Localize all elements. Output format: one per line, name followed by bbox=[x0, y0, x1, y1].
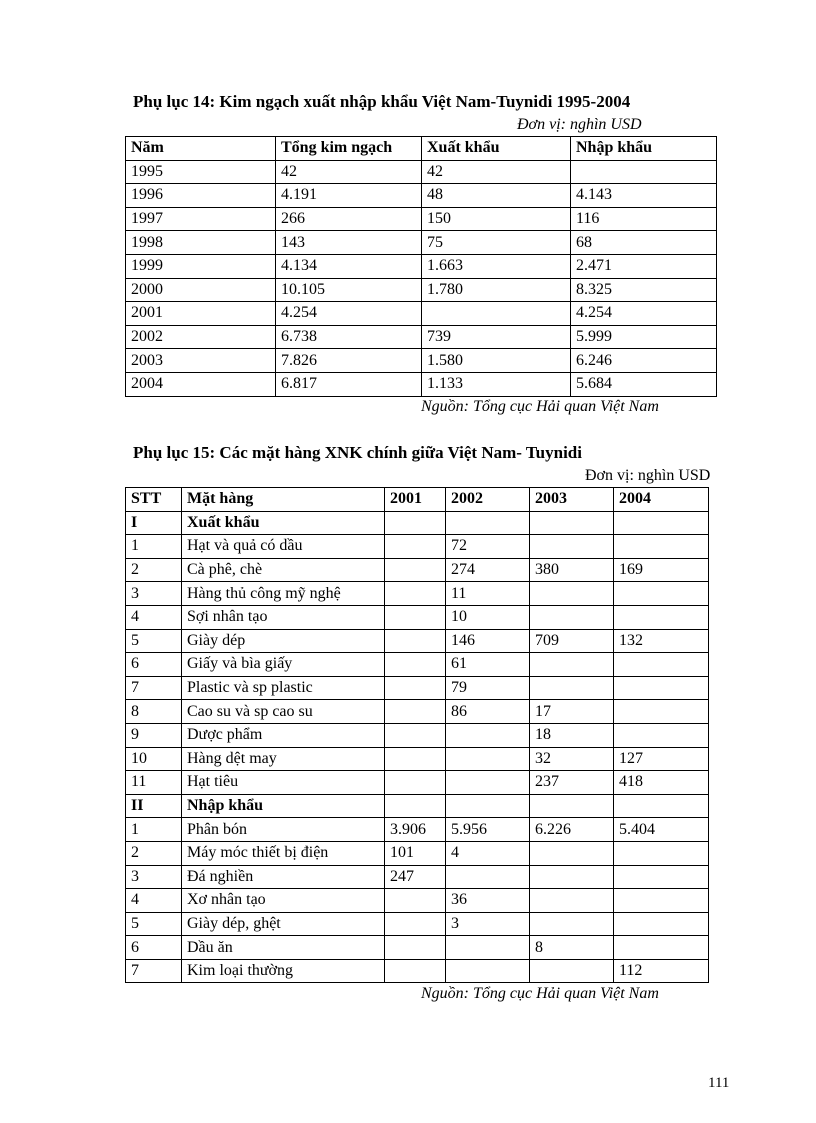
header-cell: Nhập khẩu bbox=[571, 137, 717, 161]
table-cell: 8 bbox=[530, 936, 614, 960]
table-cell: 247 bbox=[385, 865, 446, 889]
table-cell: 2002 bbox=[126, 325, 276, 349]
table-row bbox=[126, 653, 709, 677]
table-cell: 11 bbox=[446, 582, 530, 606]
table-cell: Dầu ăn bbox=[182, 936, 385, 960]
table-cell: 2003 bbox=[126, 349, 276, 373]
table-cell: 4 bbox=[126, 889, 182, 913]
table-cell: 8.325 bbox=[571, 278, 717, 302]
table-row bbox=[126, 558, 709, 582]
table-cell: Giày dép, ghệt bbox=[182, 912, 385, 936]
table-cell: Hạt tiêu bbox=[182, 771, 385, 795]
table-cell bbox=[530, 889, 614, 913]
table-cell bbox=[422, 302, 571, 326]
table-cell bbox=[446, 794, 530, 818]
table-cell: 1996 bbox=[126, 184, 276, 208]
table-cell: 4.191 bbox=[276, 184, 422, 208]
table-cell: 4 bbox=[446, 841, 530, 865]
table-cell: 6.738 bbox=[276, 325, 422, 349]
table-cell: 75 bbox=[422, 231, 571, 255]
table-cell bbox=[530, 511, 614, 535]
table-cell: 7 bbox=[126, 959, 182, 983]
table-row bbox=[126, 582, 709, 606]
table-cell: Hàng thủ công mỹ nghệ bbox=[182, 582, 385, 606]
table-cell: 1.780 bbox=[422, 278, 571, 302]
table-row bbox=[126, 723, 709, 747]
table-cell: 169 bbox=[614, 558, 709, 582]
table-row bbox=[126, 771, 709, 795]
table-row bbox=[126, 841, 709, 865]
table-cell bbox=[530, 582, 614, 606]
table-cell: 150 bbox=[422, 207, 571, 231]
table-row bbox=[126, 231, 717, 255]
table-row bbox=[126, 629, 709, 653]
table-cell: Cao su và sp cao su bbox=[182, 700, 385, 724]
table-cell: 2 bbox=[126, 841, 182, 865]
table-cell bbox=[446, 511, 530, 535]
table-cell: 5 bbox=[126, 629, 182, 653]
table-cell bbox=[385, 936, 446, 960]
table-cell bbox=[614, 582, 709, 606]
table-cell: 2 bbox=[126, 558, 182, 582]
table-cell: 1997 bbox=[126, 207, 276, 231]
table-row bbox=[126, 912, 709, 936]
header-cell: 2003 bbox=[530, 488, 614, 512]
table14-source: Nguồn: Tổng cục Hải quan Việt Nam bbox=[421, 398, 659, 415]
table-cell: I bbox=[126, 511, 182, 535]
table-cell bbox=[530, 535, 614, 559]
header-cell: STT bbox=[126, 488, 182, 512]
table-cell bbox=[614, 723, 709, 747]
table-cell: 237 bbox=[530, 771, 614, 795]
table-cell: 36 bbox=[446, 889, 530, 913]
table-cell bbox=[446, 865, 530, 889]
table-cell: 132 bbox=[614, 629, 709, 653]
table-cell bbox=[385, 653, 446, 677]
table-header-row bbox=[126, 137, 717, 161]
table-cell: 42 bbox=[422, 160, 571, 184]
table-row bbox=[126, 254, 717, 278]
table-cell: 1 bbox=[126, 535, 182, 559]
table-cell bbox=[385, 794, 446, 818]
table-cell: Nhập khẩu bbox=[182, 794, 385, 818]
table14-unit: Đơn vị: nghìn USD bbox=[517, 116, 642, 133]
table-cell: 4.254 bbox=[571, 302, 717, 326]
table-cell bbox=[385, 605, 446, 629]
table-cell: Giày dép bbox=[182, 629, 385, 653]
table-cell: 5.956 bbox=[446, 818, 530, 842]
table-cell: 1995 bbox=[126, 160, 276, 184]
table-cell bbox=[614, 653, 709, 677]
table-row bbox=[126, 184, 717, 208]
table-cell: 116 bbox=[571, 207, 717, 231]
table-cell: 79 bbox=[446, 676, 530, 700]
table-cell: 61 bbox=[446, 653, 530, 677]
table-cell: 42 bbox=[276, 160, 422, 184]
table-cell bbox=[530, 841, 614, 865]
table-row bbox=[126, 535, 709, 559]
table-row bbox=[126, 511, 709, 535]
table-row bbox=[126, 889, 709, 913]
table-cell: 143 bbox=[276, 231, 422, 255]
table-cell: 7.826 bbox=[276, 349, 422, 373]
table-row bbox=[126, 865, 709, 889]
table-header-row bbox=[126, 488, 709, 512]
table-cell bbox=[530, 653, 614, 677]
table-cell bbox=[385, 558, 446, 582]
table-cell: 1.133 bbox=[422, 372, 571, 396]
table-cell bbox=[614, 889, 709, 913]
table-cell bbox=[614, 511, 709, 535]
table-cell: 6.226 bbox=[530, 818, 614, 842]
table-cell bbox=[530, 959, 614, 983]
table-cell: Xơ nhân tạo bbox=[182, 889, 385, 913]
table-cell: 32 bbox=[530, 747, 614, 771]
table-cell: 17 bbox=[530, 700, 614, 724]
table15-source: Nguồn: Tổng cục Hải quan Việt Nam bbox=[421, 985, 659, 1002]
table-cell bbox=[614, 794, 709, 818]
table-cell: 2.471 bbox=[571, 254, 717, 278]
table-cell: Hạt và quả có dầu bbox=[182, 535, 385, 559]
table-cell bbox=[385, 676, 446, 700]
table-cell bbox=[614, 535, 709, 559]
table-row bbox=[126, 207, 717, 231]
table-cell bbox=[530, 794, 614, 818]
table-cell bbox=[385, 582, 446, 606]
table14-body bbox=[126, 160, 717, 396]
table-cell bbox=[385, 700, 446, 724]
table-cell: 5 bbox=[126, 912, 182, 936]
table-cell: Máy móc thiết bị điện bbox=[182, 841, 385, 865]
table-cell: Xuất khẩu bbox=[182, 511, 385, 535]
table-cell: Plastic và sp plastic bbox=[182, 676, 385, 700]
table-cell bbox=[385, 959, 446, 983]
table-cell: II bbox=[126, 794, 182, 818]
table-cell: 8 bbox=[126, 700, 182, 724]
table-cell: 1.663 bbox=[422, 254, 571, 278]
table-cell bbox=[530, 912, 614, 936]
table-cell bbox=[446, 747, 530, 771]
table-cell: 6.246 bbox=[571, 349, 717, 373]
table-cell bbox=[614, 865, 709, 889]
table-cell bbox=[614, 936, 709, 960]
table-cell bbox=[385, 912, 446, 936]
table-cell: 3 bbox=[446, 912, 530, 936]
table-cell: 11 bbox=[126, 771, 182, 795]
table-row bbox=[126, 818, 709, 842]
header-cell: Tổng kim ngạch bbox=[276, 137, 422, 161]
table-cell bbox=[385, 747, 446, 771]
table-cell bbox=[530, 865, 614, 889]
table-cell bbox=[530, 605, 614, 629]
table-cell: 72 bbox=[446, 535, 530, 559]
table-row bbox=[126, 700, 709, 724]
table-cell: 5.999 bbox=[571, 325, 717, 349]
table-row bbox=[126, 794, 709, 818]
table-cell: 10 bbox=[446, 605, 530, 629]
table-cell: 2004 bbox=[126, 372, 276, 396]
table15-body bbox=[126, 511, 709, 983]
table-row bbox=[126, 325, 717, 349]
table-cell: 6.817 bbox=[276, 372, 422, 396]
table-cell: Giấy và bìa giấy bbox=[182, 653, 385, 677]
table-cell: 1998 bbox=[126, 231, 276, 255]
table-cell: 4.134 bbox=[276, 254, 422, 278]
table-cell: 6 bbox=[126, 653, 182, 677]
table-cell: 4 bbox=[126, 605, 182, 629]
table-cell bbox=[385, 535, 446, 559]
table-cell: 101 bbox=[385, 841, 446, 865]
table-cell bbox=[385, 629, 446, 653]
table-cell bbox=[385, 771, 446, 795]
table-cell: Sợi nhân tạo bbox=[182, 605, 385, 629]
table-cell: 112 bbox=[614, 959, 709, 983]
table-cell: 127 bbox=[614, 747, 709, 771]
table-cell: 9 bbox=[126, 723, 182, 747]
table-row bbox=[126, 936, 709, 960]
table-row bbox=[126, 372, 717, 396]
table-row bbox=[126, 605, 709, 629]
table-cell: 18 bbox=[530, 723, 614, 747]
table-cell bbox=[614, 605, 709, 629]
table-cell bbox=[446, 771, 530, 795]
table-cell: 3.906 bbox=[385, 818, 446, 842]
page-number: 111 bbox=[708, 1075, 730, 1091]
table-cell: 3 bbox=[126, 865, 182, 889]
table-cell: 274 bbox=[446, 558, 530, 582]
table-cell: 709 bbox=[530, 629, 614, 653]
table-row bbox=[126, 959, 709, 983]
table-row bbox=[126, 160, 717, 184]
table-cell: 6 bbox=[126, 936, 182, 960]
header-cell: Năm bbox=[126, 137, 276, 161]
table-cell bbox=[614, 912, 709, 936]
table-row bbox=[126, 676, 709, 700]
table-cell: Đá nghiền bbox=[182, 865, 385, 889]
header-cell: Mặt hàng bbox=[182, 488, 385, 512]
table-cell bbox=[446, 936, 530, 960]
table-cell: Kim loại thường bbox=[182, 959, 385, 983]
table-cell: Dược phẩm bbox=[182, 723, 385, 747]
table-cell: 10 bbox=[126, 747, 182, 771]
table14 bbox=[125, 136, 717, 397]
header-cell: Xuất khẩu bbox=[422, 137, 571, 161]
table-cell: Phân bón bbox=[182, 818, 385, 842]
table-cell bbox=[614, 841, 709, 865]
header-cell: 2001 bbox=[385, 488, 446, 512]
table-cell: 2001 bbox=[126, 302, 276, 326]
table-cell bbox=[530, 676, 614, 700]
table-cell: 739 bbox=[422, 325, 571, 349]
header-cell: 2004 bbox=[614, 488, 709, 512]
table-cell: 1 bbox=[126, 818, 182, 842]
table15-title: Phụ lục 15: Các mặt hàng XNK chính giữa Việt Nam- Tuynidi bbox=[133, 443, 582, 462]
table14-title: Phụ lục 14: Kim ngạch xuất nhập khẩu Việt Nam-Tuynidi 1995-2004 bbox=[133, 92, 631, 111]
table-row bbox=[126, 302, 717, 326]
table-cell: 1999 bbox=[126, 254, 276, 278]
table15 bbox=[125, 487, 709, 983]
table-cell: 146 bbox=[446, 629, 530, 653]
table15-unit: Đơn vị: nghìn USD bbox=[585, 467, 711, 484]
table-cell bbox=[385, 723, 446, 747]
table-cell: Cà phê, chè bbox=[182, 558, 385, 582]
table-cell: 7 bbox=[126, 676, 182, 700]
table-row bbox=[126, 747, 709, 771]
table-cell: 2000 bbox=[126, 278, 276, 302]
table-cell: 5.404 bbox=[614, 818, 709, 842]
table-cell: 86 bbox=[446, 700, 530, 724]
table-cell bbox=[385, 511, 446, 535]
table-row bbox=[126, 349, 717, 373]
table-cell: 5.684 bbox=[571, 372, 717, 396]
table-cell bbox=[614, 676, 709, 700]
table-cell: 10.105 bbox=[276, 278, 422, 302]
table-row bbox=[126, 278, 717, 302]
table-cell: 3 bbox=[126, 582, 182, 606]
table-cell bbox=[446, 723, 530, 747]
table-cell bbox=[385, 889, 446, 913]
table-cell: 380 bbox=[530, 558, 614, 582]
table-cell: 266 bbox=[276, 207, 422, 231]
table-cell: Hàng dệt may bbox=[182, 747, 385, 771]
table-cell bbox=[571, 160, 717, 184]
table-cell: 4.143 bbox=[571, 184, 717, 208]
table-cell: 4.254 bbox=[276, 302, 422, 326]
table-cell bbox=[614, 700, 709, 724]
header-cell: 2002 bbox=[446, 488, 530, 512]
table-cell: 68 bbox=[571, 231, 717, 255]
table-cell: 1.580 bbox=[422, 349, 571, 373]
table-cell bbox=[446, 959, 530, 983]
table-cell: 418 bbox=[614, 771, 709, 795]
table-cell: 48 bbox=[422, 184, 571, 208]
